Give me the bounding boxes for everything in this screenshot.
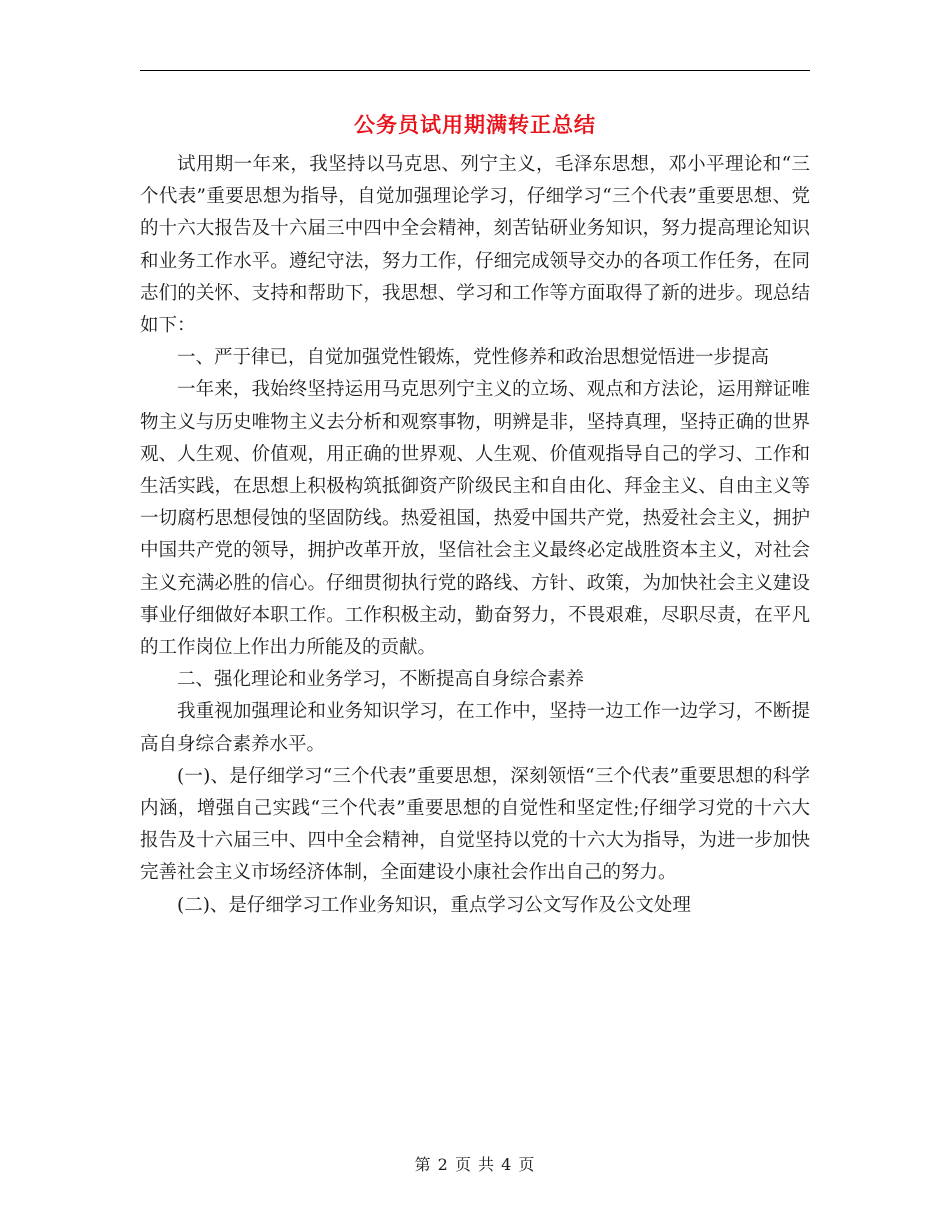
paragraph-item-1: (一)、是仔细学习“三个代表”重要思想，深刻领悟“三个代表”重要思想的科学内涵，增强自己实践“三个代表”重要思想的自觉性和坚定性;仔细学习党的十六大报告及十六届三中、四中全会精神，自觉坚持以党的十六大为指导，为进一步加快完善社会主义市场经济体制，全面建设小康社会作出自己的努力。: [140, 765, 810, 884]
document-title: 公务员试用期满转正总结: [354, 113, 596, 137]
section-heading-1: 一、严于律已，自觉加强党性锻炼，党性修养和政治思想觉悟进一步提高: [177, 347, 770, 369]
paragraph-intro: 试用期一年来，我坚持以马克思、列宁主义，毛泽东思想，邓小平理论和“三个代表”重要思想为指导，自觉加强理论学习，仔细学习“三个代表”重要思想、党的十六大报告及十六届三中四中全会精神，刻苦钻研业务知识，努力提高理论知识和业务工作水平。遵纪守法，努力工作，仔细完成领导交办的各项工作任务，在同志们的关怀、支持和帮助下，我思想、学习和工作等方面取得了新的进步。现总结如下：: [140, 154, 810, 337]
paragraph-section-2: 我重视加强理论和业务知识学习，在工作中，坚持一边工作一边学习，不断提高自身综合素养水平。: [140, 701, 810, 755]
paragraph-section-1: 一年来，我始终坚持运用马克思列宁主义的立场、观点和方法论，运用辩证唯物主义与历史唯物主义去分析和观察事物，明辨是非，坚持真理，坚持正确的世界观、人生观、价值观，用正确的世界观、人生观、价值观指导自己的学习、工作和生活实践，在思想上积极构筑抵御资产阶级民主和自由化、拜金主义、自由主义等一切腐朽思想侵蚀的坚固防线。热爱祖国，热爱中国共产党，热爱社会主义，拥护中国共产党的领导，拥护改革开放，坚信社会主义最终必定战胜资本主义，对社会主义充满必胜的信心。仔细贯彻执行党的路线、方针、政策，为加快社会主义建设事业仔细做好本职工作。工作积极主动，勤奋努力，不畏艰难，尽职尽责，在平凡的工作岗位上作出力所能及的贡献。: [140, 379, 810, 659]
section-heading-2: 二、强化理论和业务学习，不断提高自身综合素养: [177, 669, 585, 691]
header-rule: [140, 70, 810, 71]
paragraph-item-2: (二)、是仔细学习工作业务知识，重点学习公文写作及公文处理: [177, 894, 691, 916]
document-body: [140, 149, 810, 922]
page-number-footer: 第 2 页 共 4 页: [414, 1155, 536, 1174]
